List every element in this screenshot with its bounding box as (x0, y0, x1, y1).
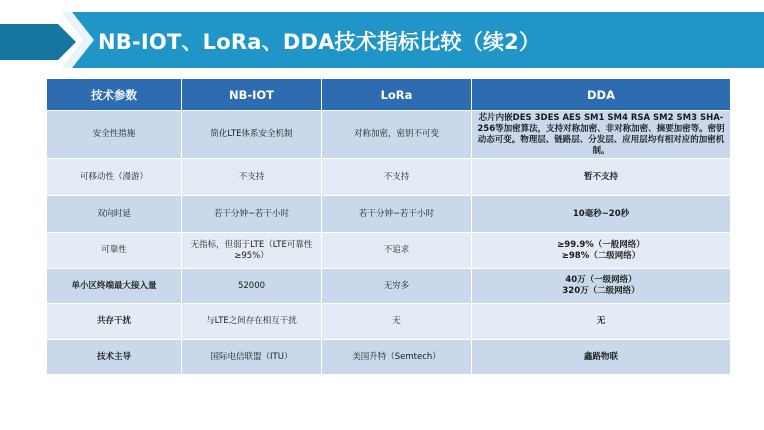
cell-dda: 无 (472, 304, 731, 340)
comparison-table (46, 78, 731, 375)
cell-param: 共存干扰 (47, 304, 182, 340)
title-bar (0, 12, 764, 72)
cell-dda: 10毫秒~20秒 (472, 196, 731, 233)
cell-nbiot: 不支持 (182, 159, 322, 196)
cell-param: 可靠性 (47, 233, 182, 269)
cell-dda: ≥99.9%（一般网络） ≥98%（二级网络） (557, 239, 645, 261)
page-title: NB-IOT、LoRa、DDA技术指标比较（续2） (98, 30, 541, 54)
cell-param: 可移动性（漫游） (47, 159, 182, 196)
cell-dda: 40万（一级网络） 320万（二级网络） (562, 275, 640, 296)
cell-lora: 若干分钟~若干小时 (322, 196, 472, 233)
cell-param: 双向时延 (47, 196, 182, 233)
header-lora: LoRa (322, 79, 472, 111)
cell-lora: 不支持 (322, 159, 472, 196)
cell-nbiot: 简化LTE体系安全机制 (182, 111, 322, 159)
cell-lora: 对称加密，密钥不可变 (322, 111, 472, 159)
header-dda: DDA (472, 79, 731, 111)
cell-dda-wrap (472, 233, 731, 269)
table-row (47, 111, 731, 159)
table-row (47, 233, 731, 269)
cell-nbiot: 国际电信联盟（ITU） (182, 340, 322, 375)
table-row (47, 304, 731, 340)
cell-nbiot: 无指标，但弱于LTE（LTE可靠性≥95%） (182, 233, 322, 269)
table-row (47, 340, 731, 375)
cell-dda: 鑫路物联 (472, 340, 731, 375)
cell-lora: 美国升特（Semtech） (322, 340, 472, 375)
cell-lora: 无 (322, 304, 472, 340)
cell-dda-wrap (472, 269, 731, 304)
table-row (47, 196, 731, 233)
cell-dda: 芯片内嵌DES 3DES AES SM1 SM4 RSA SM2 SM3 SHA-256等加密算法，支持对称加密、非对称加密、摘要加密等。密钥动态可变。物理层、链路层、分发层、应用层均有相对应的加密机制。 (472, 111, 731, 159)
cell-lora: 不追求 (322, 233, 472, 269)
header-param: 技术参数 (47, 79, 182, 111)
table-header-row (47, 79, 731, 111)
table-row (47, 269, 731, 304)
cell-dda: 暂不支持 (472, 159, 731, 196)
table-row (47, 159, 731, 196)
cell-nbiot: 与LTE之间存在相互干扰 (182, 304, 322, 340)
cell-nbiot: 52000 (182, 269, 322, 304)
cell-param: 单小区终端最大接入量 (47, 269, 182, 304)
cell-nbiot: 若干分钟~若干小时 (182, 196, 322, 233)
cell-lora: 无穷多 (322, 269, 472, 304)
cell-param: 技术主导 (47, 340, 182, 375)
header-nbiot: NB-IOT (182, 79, 322, 111)
cell-param: 安全性措施 (47, 111, 182, 159)
